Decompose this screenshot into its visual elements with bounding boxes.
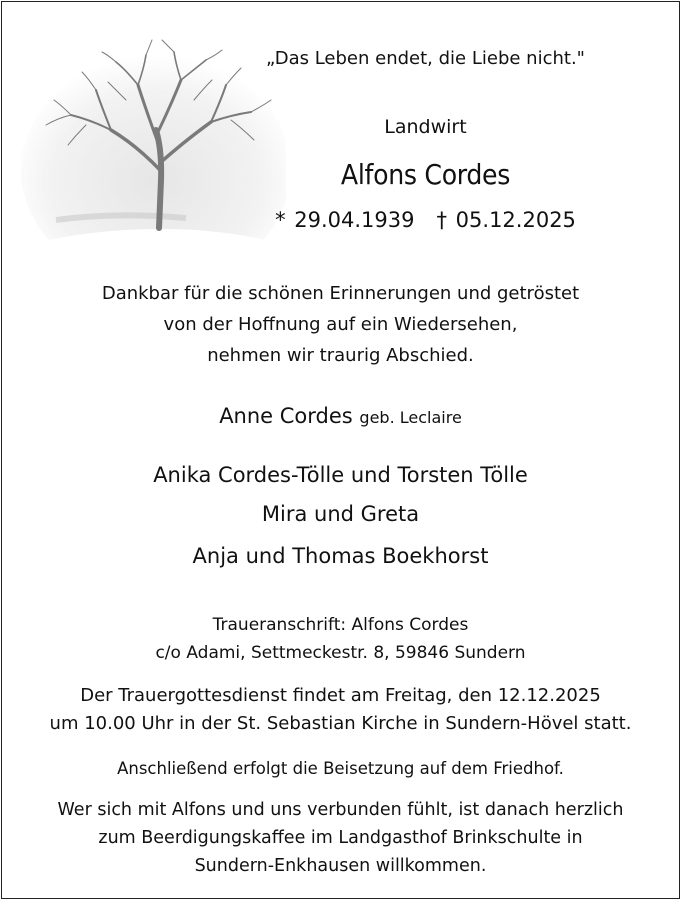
farewell-message (2, 278, 679, 371)
family-children (2, 456, 679, 534)
obituary-card (1, 1, 680, 899)
winter-tree-illustration (16, 30, 286, 280)
occupation: Landwirt (384, 116, 467, 138)
service-info (2, 682, 679, 738)
family-line: Anika Cordes-Tölle und Torsten Tölle (153, 463, 528, 487)
invitation-line: Sundern-Enkhausen willkommen. (194, 856, 487, 876)
message-line: von der Hoffnung auf ein Wiedersehen, (163, 314, 518, 335)
address-line: Traueranschrift: Alfons Cordes (212, 615, 469, 635)
death-date: † 05.12.2025 (436, 208, 576, 232)
mourning-address (2, 611, 679, 667)
invitation-line: zum Beerdigungskaffee im Landgasthof Brinkschulte in (98, 828, 583, 848)
message-line: Dankbar für die schönen Erinnerungen und getröstet (101, 283, 580, 304)
message-line: nehmen wir traurig Abschied. (207, 345, 474, 366)
service-line: um 10.00 Uhr in der St. Sebastian Kirche in Sundern-Hövel statt. (49, 713, 632, 734)
invitation (2, 796, 679, 880)
family-line: Mira und Greta (261, 502, 420, 526)
service-line: Der Trauergottesdienst findet am Freitag, den 12.12.2025 (80, 685, 601, 706)
invitation-line: Wer sich mit Alfons und uns verbunden fühlt, ist danach herzlich (57, 800, 624, 820)
birth-date: * 29.04.1939 (275, 208, 415, 232)
life-dates (252, 208, 599, 232)
quote: „Das Leben endet, die Liebe nicht." (266, 48, 585, 69)
family-line: Anja und Thomas Boekhorst (192, 544, 489, 568)
burial-info: Anschließend erfolgt die Beisetzung auf dem Friedhof. (117, 759, 564, 778)
spouse-maiden-name: geb. Leclaire (359, 408, 462, 427)
spouse-name: Anne Cordes (219, 404, 353, 428)
family-spouse (2, 404, 679, 428)
address-line: c/o Adami, Settmeckestr. 8, 59846 Sundern (155, 643, 526, 663)
deceased-name: Alfons Cordes (340, 158, 511, 191)
